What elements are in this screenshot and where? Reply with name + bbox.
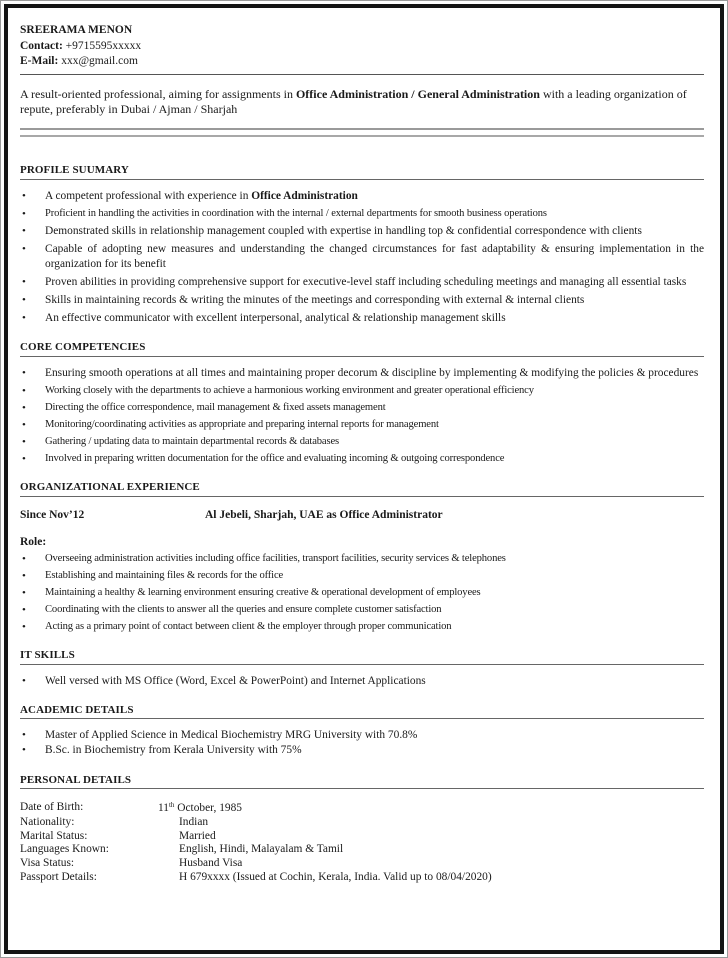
section-title-experience: ORGANIZATIONAL EXPERIENCE [20, 480, 704, 497]
experience-position: Al Jebeli, Sharjah, UAE as Office Administrator [205, 508, 443, 521]
header-divider [20, 74, 704, 75]
list-item: • Ensuring smooth operations at all times and maintaining proper decorum & discipline by implementing & modifying the policies & procedures [20, 366, 704, 381]
section-title-academic: ACADEMIC DETAILS [20, 703, 704, 720]
personal-key: Languages Known: [20, 843, 109, 856]
objective-divider-bottom [20, 135, 704, 137]
personal-key: Marital Status: [20, 829, 88, 842]
personal-value: Married [179, 829, 216, 842]
email-value: xxx@gmail.com [61, 55, 138, 68]
it-skills-list [20, 674, 704, 689]
list-item: • Proven abilities in providing comprehensive support for executive-level staff including scheduling meetings and managing all essential tasks [20, 275, 704, 290]
list-item: • Involved in preparing written documentation for the office and evaluating incoming & outgoing correspondence [20, 452, 704, 466]
list-item: • An effective communicator with excellent interpersonal, analytical & relationship management skills [20, 311, 704, 326]
list-item: • Coordinating with the clients to answer all the queries and ensure complete customer satisfaction [20, 603, 704, 617]
contact-value: +9715595xxxxx [65, 39, 142, 52]
section-title-profile-summary: PROFILE SUUMARY [20, 163, 704, 180]
personal-value: English, Hindi, Malayalam & Tamil [179, 843, 344, 856]
role-label: Role: [20, 536, 47, 549]
personal-key: Passport Details: [20, 870, 97, 883]
email-line [20, 54, 704, 70]
list-item: • Monitoring/coordinating activities as appropriate and preparing internal reports for management [20, 418, 704, 432]
personal-value: H 679xxxx (Issued at Cochin, Kerala, India. Valid up to 08/04/2020) [179, 870, 492, 883]
experience-entry-header [20, 508, 704, 524]
objective-emphasis: Office Administration / General Administration [295, 86, 540, 101]
personal-key: Nationality: [20, 816, 75, 829]
personal-row [20, 830, 704, 844]
contact-label: Contact: [20, 39, 63, 52]
list-item: • Working closely with the departments to achieve a harmonious working environment and greater operational efficiency [20, 384, 704, 398]
list-item: • Acting as a primary point of contact between client & the employer through proper communication [20, 620, 704, 634]
personal-key: Date of Birth: [20, 801, 84, 814]
experience-date: Since Nov’12 [20, 508, 85, 521]
section-title-core-competencies: CORE COMPETENCIES [20, 340, 704, 357]
list-item: • B.Sc. in Biochemistry from Kerala University with 75% [20, 743, 704, 758]
list-item: • Maintaining a healthy & learning environment ensuring creative & operational development of employees [20, 586, 704, 600]
personal-row [20, 871, 704, 885]
academic-list [20, 728, 704, 758]
personal-row [20, 857, 704, 871]
list-item: • Gathering / updating data to maintain departmental records & databases [20, 435, 704, 449]
personal-details [20, 801, 704, 884]
personal-value: 11th October, 1985 [158, 801, 242, 815]
profile-summary-list [20, 189, 704, 326]
resume-content [20, 20, 704, 884]
list-item: • Capable of adopting new measures and understanding the changed circumstances for fast adaptability & ensuring implementation in the organization for its benefit [20, 242, 704, 272]
objective-text-1: A result-oriented professional, aiming for assignments in [20, 86, 296, 101]
personal-row [20, 843, 704, 857]
personal-value: Husband Visa [179, 857, 243, 870]
objective-paragraph [20, 87, 704, 119]
section-title-it-skills: IT SKILLS [20, 648, 704, 665]
list-item: • A competent professional with experience in Office Administration [20, 189, 704, 204]
section-title-personal: PERSONAL DETAILS [20, 773, 704, 790]
page-frame [4, 4, 724, 954]
list-item: • Master of Applied Science in Medical Biochemistry MRG University with 70.8% [20, 728, 704, 743]
list-item: • Overseeing administration activities including office facilities, transport facilities, security services & telephones [20, 552, 704, 566]
personal-row-dob [20, 801, 704, 816]
contact-line [20, 39, 704, 55]
personal-key: Visa Status: [20, 857, 75, 870]
objective-text-2: with a leading organization of repute, preferably in Dubai / Ajman / Sharjah [20, 86, 687, 117]
core-competencies-list [20, 366, 704, 466]
list-item: • Directing the office correspondence, mail management & fixed assets management [20, 401, 704, 415]
list-item: • Demonstrated skills in relationship management coupled with expertise in handling top & confidential correspondence with clients [20, 224, 704, 239]
list-item: • Proficient in handling the activities in coordination with the internal / external departments for smooth business operations [20, 207, 704, 221]
personal-row [20, 816, 704, 830]
email-label: E-Mail: [20, 55, 59, 68]
list-item: • Well versed with MS Office (Word, Excel & PowerPoint) and Internet Applications [20, 674, 704, 689]
candidate-name: SREERAMA MENON [20, 24, 133, 36]
resume-header [20, 23, 704, 75]
list-item: • Skills in maintaining records & writing the minutes of the meetings and corresponding with external & internal clients [20, 293, 704, 308]
personal-value: Indian [179, 816, 209, 829]
role-list [20, 552, 704, 634]
list-item: • Establishing and maintaining files & records for the office [20, 569, 704, 583]
objective-divider-top [20, 128, 704, 130]
